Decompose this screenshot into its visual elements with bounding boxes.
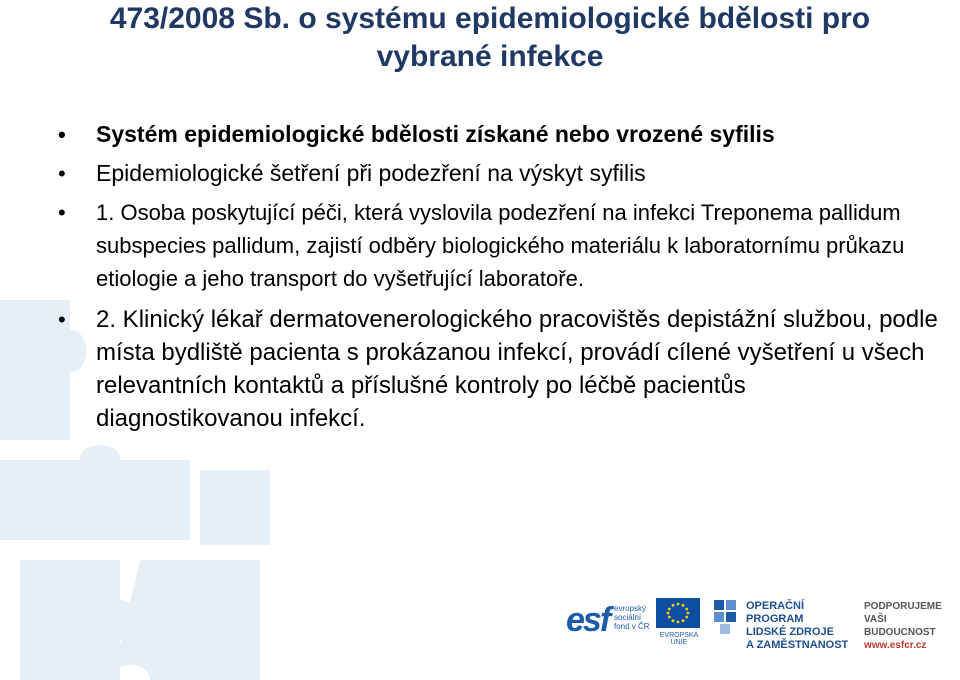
bullet-text: Epidemiologické šetření při podezření na výskyt syfilis xyxy=(96,160,646,186)
bullet-dot: • xyxy=(58,200,66,225)
bullet-item xyxy=(58,157,938,190)
bullet-item xyxy=(58,303,938,435)
esf-url: www.esfcr.cz xyxy=(864,640,927,651)
bullet-dot: • xyxy=(58,122,66,147)
bullet-dot: • xyxy=(58,307,66,332)
slide-title: 473/2008 Sb. o systému epidemiologické bdělosti pro vybrané infekce xyxy=(109,2,871,73)
bullet-list xyxy=(58,118,938,443)
bullet-item xyxy=(58,196,938,295)
op-program-icon xyxy=(714,600,740,634)
bullet-item xyxy=(58,118,938,151)
bullet-dot: • xyxy=(58,161,66,186)
support-slogan: PODPORUJEME VAŠI BUDOUCNOST www.esfcr.cz xyxy=(864,600,954,652)
bullet-text: 1. Osoba poskytující péči, která vyslovila podezření na infekci Treponema pallidum subspecies pallidum, zajistí odběry biologického materiálu k laboratornímu průkazu etiologie a jeho transport do vyšetřující laboratoře. xyxy=(96,200,905,291)
op-program-text: OPERAČNÍ PROGRAM LIDSKÉ ZDROJE A ZAMĚSTNANOST xyxy=(746,600,849,651)
bullet-text: 2. Klinický lékař dermatovenerologického pracovištěs depistážní službou, podle místa bydliště pacienta s prokázanou infekcí, provádí cílené vyšetření u všech relevantních kontaktů a příslušné kontroly po léčbě pacientůs diagnostikovanou infekcí. xyxy=(96,306,938,432)
esf-logo-caption: evropský sociální fond v ČR xyxy=(614,604,650,631)
eu-flag-icon xyxy=(656,598,700,628)
esf-logo: esf xyxy=(566,601,610,639)
bullet-text: Systém epidemiologické bdělosti získané nebo vrozené syfilis xyxy=(96,121,775,147)
funding-logos xyxy=(566,594,946,650)
eu-logo-caption: EVROPSKÁ UNIE xyxy=(659,632,699,646)
